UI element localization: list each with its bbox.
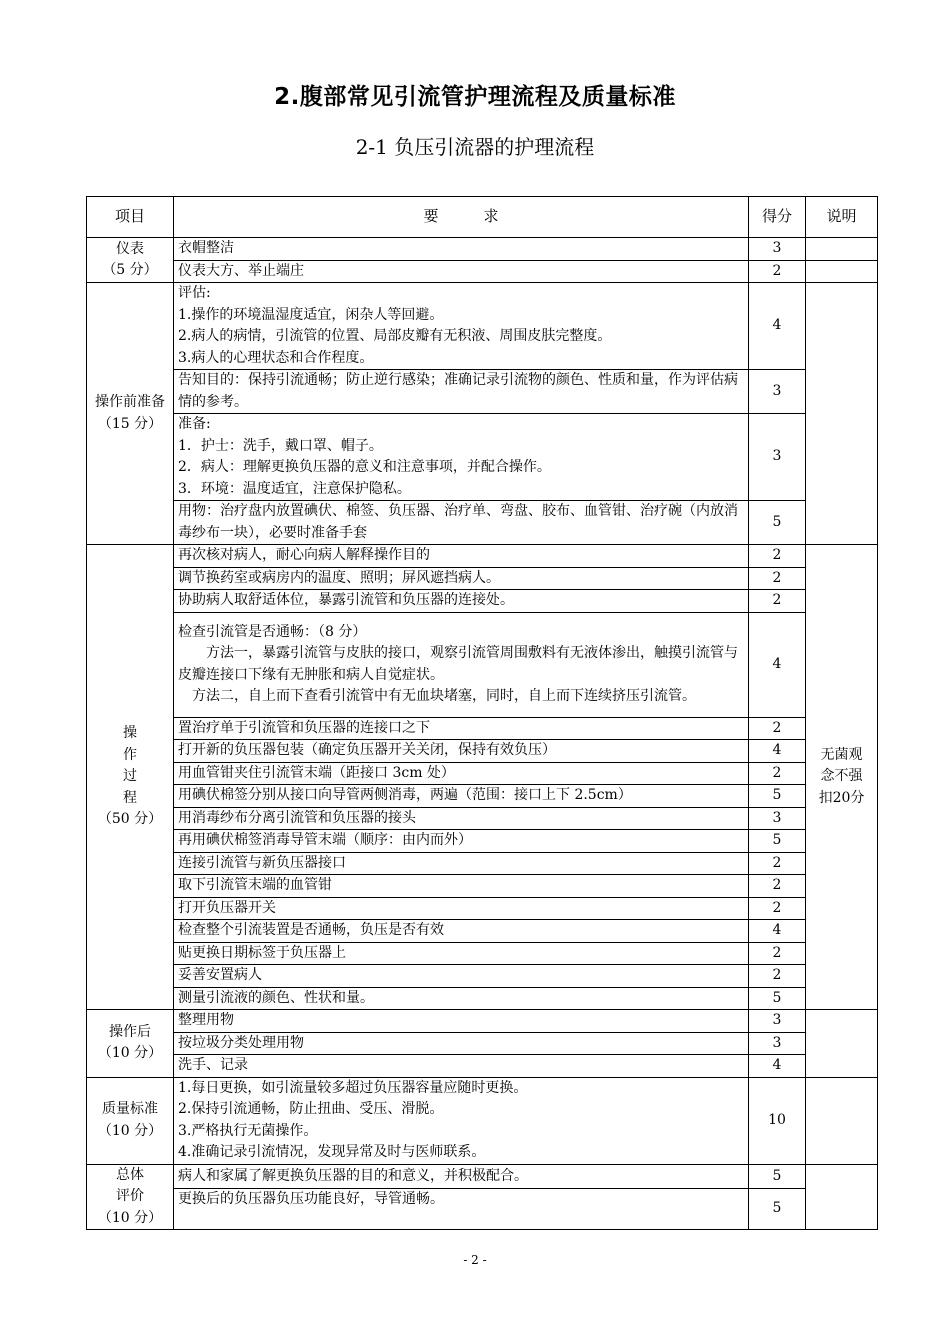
requirement-cell: 用物：治疗盘内放置碘伏、棉签、负压器、治疗单、弯盘、胶布、血管钳、治疗碗（内放消毒纱布一块），必要时准备手套 xyxy=(174,501,749,545)
table-row xyxy=(87,830,878,853)
table-row xyxy=(87,501,878,545)
score-cell: 2 xyxy=(749,567,806,590)
section-subtitle: 2-1 负压引流器的护理流程 xyxy=(355,135,595,159)
category-pre-operation: 操作前准备 （15 分） xyxy=(87,283,174,545)
requirement-cell: 衣帽整洁 xyxy=(174,238,749,261)
header-score: 得分 xyxy=(749,197,806,238)
table-header-row xyxy=(87,197,878,238)
note-cell xyxy=(806,260,878,283)
score-cell: 2 xyxy=(749,897,806,920)
category-post-operation: 操作后 （10 分） xyxy=(87,1010,174,1078)
table-row xyxy=(87,283,878,370)
requirement-cell: 连接引流管与新负压器接口 xyxy=(174,852,749,875)
score-cell: 3 xyxy=(749,238,806,261)
table-row xyxy=(87,590,878,613)
requirement-cell: 协助病人取舒适体位，暴露引流管和负压器的连接处。 xyxy=(174,590,749,613)
requirement-cell: 检查引流管是否通畅：（8 分） 方法一，暴露引流管与皮肤的接口，观察引流管周围敷料有无液体渗出，触摸引流管与皮瓣连接口下缘有无肿胀和病人自觉症状。 方法二，自上而下查看引流管中有无血块堵塞，同时，自上而下连续挤压引流管。 xyxy=(174,612,749,717)
score-cell: 4 xyxy=(749,1055,806,1078)
score-cell: 2 xyxy=(749,875,806,898)
score-cell: 2 xyxy=(749,717,806,740)
score-cell: 5 xyxy=(749,501,806,545)
table-row xyxy=(87,785,878,808)
note-cell xyxy=(806,1164,878,1230)
score-cell: 2 xyxy=(749,942,806,965)
table-row xyxy=(87,717,878,740)
table-row xyxy=(87,1055,878,1078)
requirement-cell: 1.每日更换，如引流量较多超过负压器容量应随时更换。 2.保持引流通畅，防止扭曲、受压、滑脱。 3.严格执行无菌操作。 4.准确记录引流情况，发现异常及时与医师联系。 xyxy=(174,1077,749,1164)
requirement-cell: 调节换药室或病房内的温度、照明；屏风遮挡病人。 xyxy=(174,567,749,590)
requirement-cell: 再用碘伏棉签消毒导管末端（顺序：由内而外） xyxy=(174,830,749,853)
requirement-cell: 检查整个引流装置是否通畅，负压是否有效 xyxy=(174,920,749,943)
table-row xyxy=(87,238,878,261)
table-row xyxy=(87,1164,878,1189)
table-row xyxy=(87,965,878,988)
requirement-cell: 告知目的：保持引流通畅；防止逆行感染；准确记录引流物的颜色、性质和量，作为评估病情的参考。 xyxy=(174,370,749,414)
table-row xyxy=(87,1010,878,1033)
requirement-cell: 妥善安置病人 xyxy=(174,965,749,988)
score-cell: 4 xyxy=(749,283,806,370)
requirement-cell: 用碘伏棉签分别从接口向导管两侧消毒，两遍（范围：接口上下 2.5cm） xyxy=(174,785,749,808)
category-quality: 质量标准 （10 分） xyxy=(87,1077,174,1164)
table-row xyxy=(87,897,878,920)
note-cell xyxy=(806,1010,878,1078)
score-cell: 5 xyxy=(749,1189,806,1230)
header-project: 项目 xyxy=(87,197,174,238)
table-row xyxy=(87,740,878,763)
score-cell: 5 xyxy=(749,785,806,808)
page-number: - 2 - xyxy=(463,1253,487,1267)
requirement-cell: 置治疗单于引流管和负压器的连接口之下 xyxy=(174,717,749,740)
table-row xyxy=(87,414,878,501)
table-row xyxy=(87,370,878,414)
note-cell xyxy=(806,238,878,261)
requirement-cell: 病人和家属了解更换负压器的目的和意义，并积极配合。 xyxy=(174,1164,749,1189)
score-cell: 3 xyxy=(749,807,806,830)
note-cell xyxy=(806,283,878,545)
table-row xyxy=(87,875,878,898)
score-cell: 3 xyxy=(749,1010,806,1033)
category-operation: 操 作 过 程 （50 分） xyxy=(87,545,174,1010)
requirement-cell: 再次核对病人，耐心向病人解释操作目的 xyxy=(174,545,749,568)
requirement-cell: 用消毒纱布分离引流管和负压器的接头 xyxy=(174,807,749,830)
table-row xyxy=(87,942,878,965)
requirement-cell: 取下引流管末端的血管钳 xyxy=(174,875,749,898)
table-row xyxy=(87,612,878,717)
score-cell: 5 xyxy=(749,1164,806,1189)
table-row xyxy=(87,567,878,590)
score-cell: 3 xyxy=(749,414,806,501)
requirement-cell: 用血管钳夹住引流管末端（距接口 3cm 处） xyxy=(174,762,749,785)
score-cell: 4 xyxy=(749,612,806,717)
score-cell: 4 xyxy=(749,920,806,943)
table-row xyxy=(87,762,878,785)
category-overall: 总体 评价 （10 分） xyxy=(87,1164,174,1230)
requirement-cell: 评估: 1.操作的环境温湿度适宜，闲杂人等回避。 2.病人的病情，引流管的位置、局部皮瓣有无积液、周围皮肤完整度。 3.病人的心理状态和合作程度。 xyxy=(174,283,749,370)
requirement-cell: 贴更换日期标签于负压器上 xyxy=(174,942,749,965)
score-cell: 2 xyxy=(749,545,806,568)
requirement-cell: 按垃圾分类处理用物 xyxy=(174,1032,749,1055)
table-row xyxy=(87,920,878,943)
requirement-cell: 准备: 1．护士：洗手，戴口罩、帽子。 2．病人：理解更换负压器的意义和注意事项，并配合操作。 3．环境：温度适宜，注意保护隐私。 xyxy=(174,414,749,501)
table-row xyxy=(87,807,878,830)
requirement-cell: 整理用物 xyxy=(174,1010,749,1033)
requirement-cell: 仪表大方、举止端庄 xyxy=(174,260,749,283)
table-row xyxy=(87,1077,878,1164)
score-cell: 3 xyxy=(749,370,806,414)
score-cell: 5 xyxy=(749,830,806,853)
requirement-cell: 测量引流液的颜色、性状和量。 xyxy=(174,987,749,1010)
table-row xyxy=(87,1032,878,1055)
score-cell: 2 xyxy=(749,260,806,283)
note-aseptic-penalty: 无菌观 念不强 扣20分 xyxy=(806,545,878,1010)
nursing-procedure-table xyxy=(86,196,878,1230)
document-title: 2.腹部常见引流管护理流程及质量标准 xyxy=(274,84,676,110)
score-cell: 2 xyxy=(749,590,806,613)
note-cell xyxy=(806,1077,878,1164)
requirement-cell: 更换后的负压器负压功能良好，导管通畅。 xyxy=(174,1189,749,1230)
table-row xyxy=(87,260,878,283)
score-cell: 2 xyxy=(749,965,806,988)
requirement-cell: 打开新的负压器包装（确定负压器开关关闭，保持有效负压） xyxy=(174,740,749,763)
requirement-cell: 打开负压器开关 xyxy=(174,897,749,920)
header-note: 说明 xyxy=(806,197,878,238)
score-cell: 4 xyxy=(749,740,806,763)
table-row xyxy=(87,1189,878,1230)
table-row xyxy=(87,852,878,875)
score-cell: 10 xyxy=(749,1077,806,1164)
requirement-cell: 洗手、记录 xyxy=(174,1055,749,1078)
score-cell: 2 xyxy=(749,762,806,785)
category-appearance: 仪表 （5 分） xyxy=(87,238,174,283)
header-requirement: 要 求 xyxy=(174,197,749,238)
score-cell: 3 xyxy=(749,1032,806,1055)
table-row xyxy=(87,545,878,568)
score-cell: 2 xyxy=(749,852,806,875)
score-cell: 5 xyxy=(749,987,806,1010)
table-row xyxy=(87,987,878,1010)
